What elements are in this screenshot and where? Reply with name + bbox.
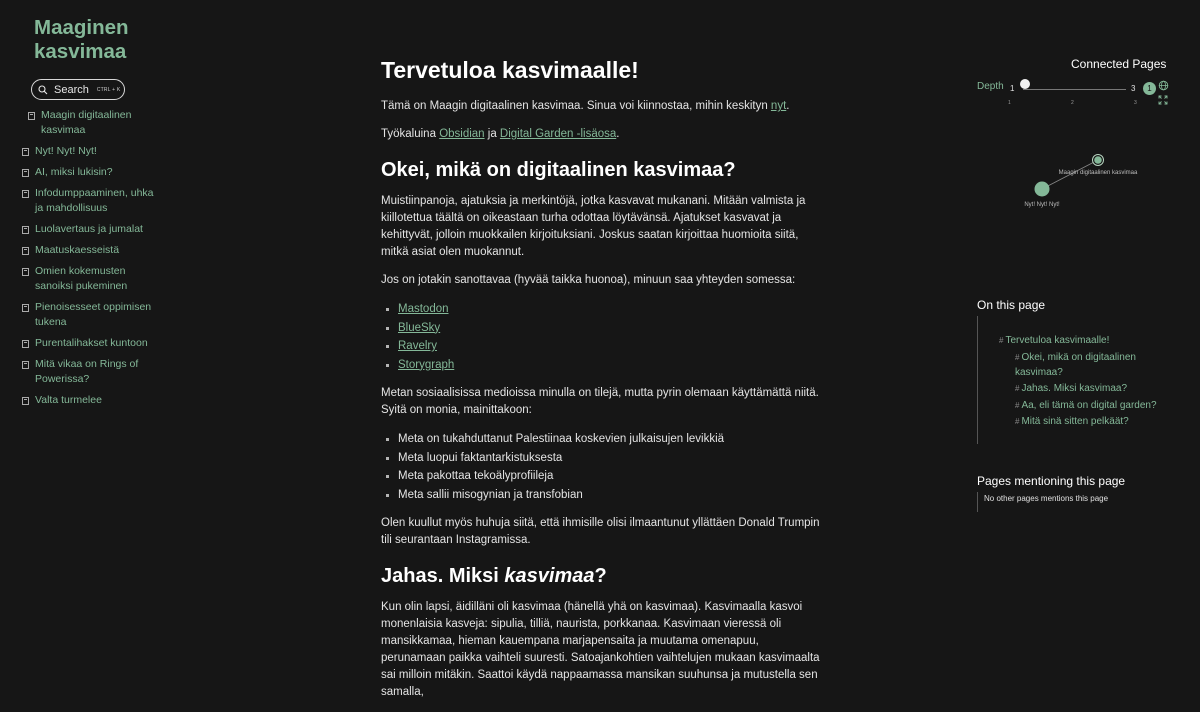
nav-item-luolavertaus[interactable] (22, 222, 162, 237)
heading-miksi-kasvimaa (381, 563, 821, 589)
heading-digitaalinen-kasvimaa: Okei, mikä on digitaalinen kasvimaa? (381, 159, 736, 181)
depth-slider-handle[interactable] (1020, 79, 1030, 89)
connected-pages-title: Connected Pages (1071, 57, 1167, 71)
toc-item-tervetuloa[interactable] (999, 333, 1164, 348)
nav-item-maatuskaesseista[interactable] (22, 243, 162, 258)
list-item: Meta sallii misogynian ja transfobian (381, 486, 821, 505)
graph-node[interactable] (1035, 182, 1050, 197)
nav-item-label: Omien kokemusten sanoiksi pukeminen (35, 265, 128, 292)
intro-after: . (786, 100, 790, 112)
paragraph-3: Metan sosiaalisissa medioissa minulla on tilejä, mutta pyrin olemaan käyttämättä niitä. Syitä on monia, mainittakoon: (381, 387, 819, 416)
paragraph-4: Olen kuullut myös huhuja siitä, että ihmisille olisi ilmaantunut yllättäen Donald Trumpin tili seurantaan Instagramissa. (381, 517, 820, 546)
toc-item-label: Okei, mikä on digitaalinen kasvimaa? (1015, 351, 1136, 378)
nav-item-label: Maatuskaesseistä (35, 244, 120, 256)
note-icon (22, 268, 29, 276)
toc-item-label: Tervetuloa kasvimaalle! (1005, 335, 1110, 346)
depth-min: 1 (1010, 84, 1015, 93)
note-icon (22, 148, 29, 156)
storygraph-link[interactable]: Storygraph (398, 358, 455, 371)
nav-item-label: Pienoisesseet oppimisen tukena (35, 301, 152, 328)
reasons-list (381, 430, 821, 504)
list-item (381, 337, 821, 356)
list-item: Meta pakottaa tekoälyprofiileja (381, 467, 821, 486)
nav-item-label: AI, miksi lukisin? (35, 166, 113, 178)
nav-item-rings-of-power[interactable] (22, 357, 162, 387)
nyt-link[interactable]: nyt (770, 100, 787, 112)
intro-paragraph (381, 98, 821, 115)
digital-garden-link[interactable]: Digital Garden -lisäosa (499, 128, 617, 140)
table-of-contents (999, 333, 1164, 431)
social-links-list (381, 300, 821, 374)
globe-icon[interactable] (1158, 80, 1169, 91)
note-icon (28, 112, 35, 120)
depth-tick: 3 (1134, 100, 1137, 106)
list-item: Meta on tukahduttanut Palestiinaa koskevien julkaisujen levikkiä (381, 430, 821, 449)
graph-node-current[interactable] (1093, 155, 1104, 166)
depth-tick: 1 (1008, 100, 1011, 106)
nav-item-valta-turmelee[interactable] (22, 393, 162, 408)
search-button[interactable] (31, 79, 125, 100)
depth-tick: 2 (1071, 100, 1074, 106)
toc-item-label: Mitä sinä sitten pelkäät? (1021, 416, 1129, 427)
toc-item-jahas[interactable] (999, 381, 1164, 396)
list-item: Meta luopui faktantarkistuksesta (381, 449, 821, 468)
nav-item-label: Maagin digitaalinen kasvimaa (41, 109, 132, 136)
bluesky-link[interactable]: BlueSky (398, 321, 441, 334)
search-label: Search (54, 83, 89, 96)
heading-before: Jahas. Miksi (381, 565, 505, 587)
depth-slider-track[interactable] (1023, 89, 1126, 90)
note-icon (22, 304, 29, 312)
toc-item-okei[interactable] (999, 350, 1164, 380)
graph-node-label: Maagin digitaalinen kasvimaa (1058, 170, 1138, 176)
nav-item-maagin-digitaalinen-kasvimaa[interactable] (22, 108, 162, 138)
sidebar-nav (22, 108, 162, 408)
depth-max: 3 (1131, 84, 1136, 93)
hash-icon: # (1015, 417, 1020, 426)
note-icon (22, 247, 29, 255)
graph-node-label: Nyt! Nyt! Nyt! (1024, 202, 1060, 208)
mentions-empty-text: No other pages mentions this page (984, 494, 1109, 503)
note-icon (22, 190, 29, 198)
nav-item-label: Purentalihakset kuntoon (35, 337, 148, 349)
nav-item-infodumppaaminen[interactable] (22, 186, 162, 216)
nav-item-label: Mitä vikaa on Rings of Powerissa? (35, 358, 139, 385)
nav-item-label: Nyt! Nyt! Nyt! (35, 145, 97, 157)
toc-item-digital-garden[interactable] (999, 398, 1164, 413)
search-icon (38, 85, 48, 95)
nav-item-label: Infodumppaaminen, uhka ja mahdollisuus (35, 187, 154, 214)
toc-item-label: Jahas. Miksi kasvimaa? (1021, 383, 1128, 394)
obsidian-link[interactable]: Obsidian (439, 128, 485, 140)
nav-item-label: Valta turmelee (35, 394, 102, 406)
expand-icon[interactable] (1158, 95, 1168, 105)
search-shortcut: CTRL + K (96, 86, 121, 93)
tools-before: Työkaluina (381, 128, 440, 140)
tools-after: . (616, 128, 620, 140)
connected-pages-graph[interactable] (1010, 148, 1160, 218)
article (381, 56, 821, 712)
nav-item-ai-miksi-lukisin[interactable] (22, 165, 162, 180)
list-item (381, 319, 821, 338)
site-title[interactable]: Maaginen kasvimaa (34, 16, 129, 63)
depth-value-badge: 1 (1143, 82, 1156, 95)
hash-icon: # (1015, 400, 1020, 410)
note-icon (22, 169, 29, 177)
hash-icon: # (999, 336, 1004, 345)
tools-mid: ja (484, 128, 500, 140)
paragraph-2: Jos on jotakin sanottavaa (hyvää taikka huonoa), minuun saa yhteyden somessa: (381, 274, 796, 286)
toc-item-pelkaat[interactable] (999, 414, 1164, 429)
nav-item-nyt[interactable] (22, 144, 162, 159)
note-icon (22, 397, 29, 405)
ravelry-link[interactable]: Ravelry (398, 340, 437, 352)
paragraph-5: Kun olin lapsi, äidilläni oli kasvimaa (hänellä yhä on kasvimaa). Kasvimaalla kasvoi monenlaisia kasveja: sipulia, tilliä, naurista, porkkanaa. Kasvimaan vieressä oli mansikkamaa, hieman kauempana marjapensaita ja muutama omenapuu, perunamaan paikka vaihteli suuresti. Satoajankohtien vaihtelujen mukaan kasvimaalta sai milloin mitäkin. Saattoi käydä nappaamassa mansikan suuhunsa ja mutustella sen samalla, (381, 601, 820, 698)
mentions-title: Pages mentioning this page (977, 474, 1126, 488)
tools-paragraph (381, 126, 821, 143)
nav-item-purentalihakset[interactable] (22, 336, 162, 351)
list-item (381, 356, 821, 375)
nav-item-label: Luolavertaus ja jumalat (35, 223, 143, 235)
mastodon-link[interactable]: Mastodon (398, 303, 449, 315)
toc-item-label: Aa, eli tämä on digital garden? (1021, 399, 1157, 411)
nav-item-omien-kokemusten[interactable] (22, 264, 162, 294)
note-icon (22, 226, 29, 234)
paragraph-1: Muistiinpanoja, ajatuksia ja merkintöjä, jotka kasvavat mukanani. Mitään valmista ja kiillotettua täältä on oikeastaan turha odottaa löytävänsä. Ajatukset kasvavat ja kehittyvät, jolloin muokkailen kirjoituksiani. Joskus saatan kirjoittaa huomioita siitä, mitkä asiat olen muokannut. (381, 195, 806, 258)
intro-text: Tämä on Maagin digitaalinen kasvimaa. Sinua voi kiinnostaa, mihin keskityn (381, 100, 771, 112)
heading-after: ? (594, 565, 607, 587)
heading-em: kasvimaa (504, 565, 595, 587)
mentions-box (977, 492, 1108, 512)
depth-label: Depth (977, 81, 1004, 92)
nav-item-pienoisesseet[interactable] (22, 300, 162, 330)
toc-title: On this page (977, 298, 1046, 312)
page-title: Tervetuloa kasvimaalle! (381, 57, 639, 83)
hash-icon: # (1015, 352, 1020, 362)
note-icon (22, 340, 29, 348)
hash-icon: # (1015, 384, 1020, 393)
note-icon (22, 361, 29, 369)
list-item (381, 300, 821, 319)
